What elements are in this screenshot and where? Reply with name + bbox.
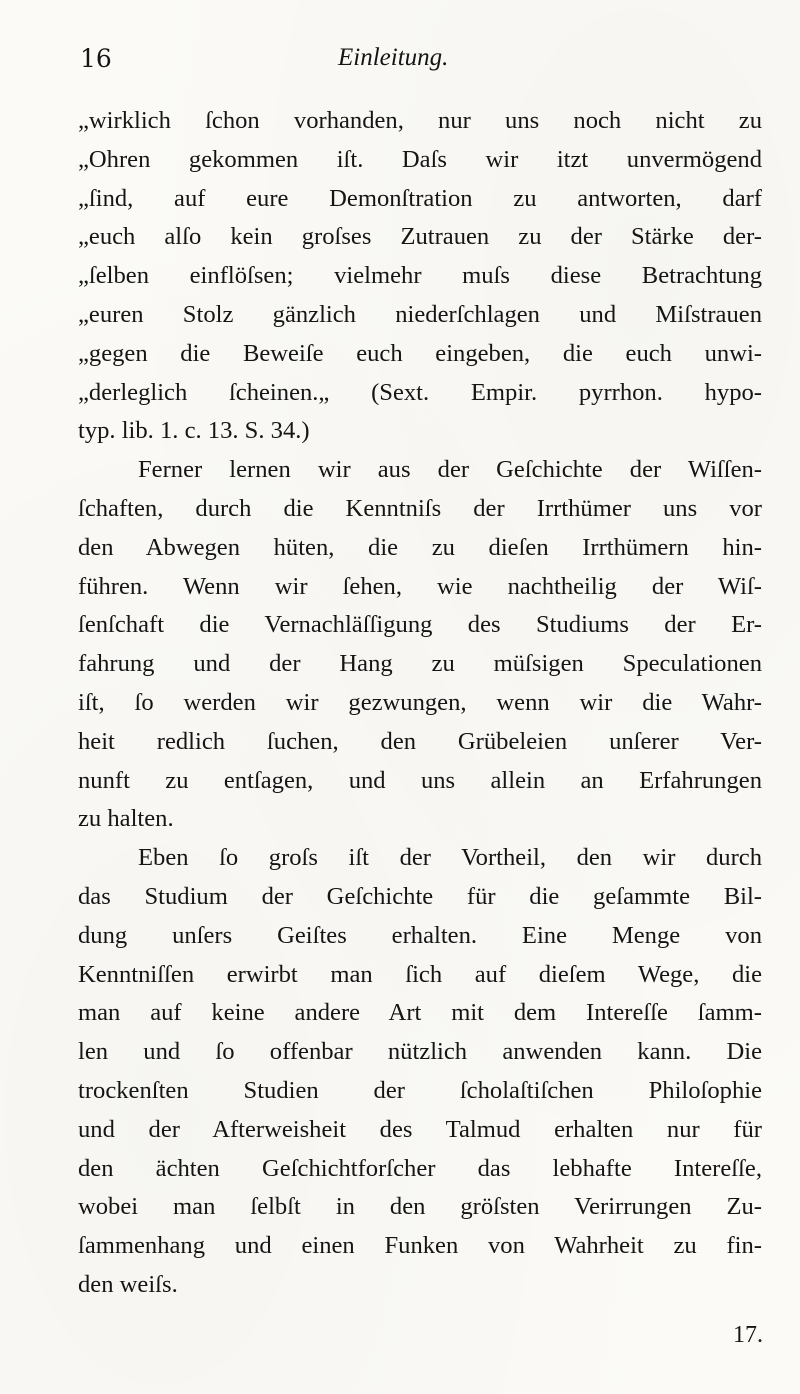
text-line: heit redlich ſuchen, den Grübeleien unſerer Ver- [78,727,762,755]
text-line: ſchaften, durch die Kenntniſs der Irrthümer uns vor [78,494,762,522]
text-line: „Ohren gekommen iſt. Daſs wir itzt unvermögend [78,145,762,173]
text-line: ſenſchaft die Vernachläſſigung des Studiums der Er- [78,611,762,639]
text-line: len und ſo offenbar nützlich anwenden kann. Die [78,1038,762,1066]
text-line: „ſind, auf eure Demonſtration zu antworten, darf [78,184,762,212]
text-line: den Abwegen hüten, die zu dieſen Irrthümern hin- [78,533,762,561]
text-line: nunft zu entſagen, und uns allein an Erfahrungen [78,766,762,794]
text-line: „gegen die Beweiſe euch eingeben, die euch unwi- [78,339,762,367]
text-line: dung unſers Geiſtes erhalten. Eine Menge von [78,921,762,949]
text-line: man auf keine andere Art mit dem Intereſſe ſamm- [78,999,762,1027]
text-line: iſt, ſo werden wir gezwungen, wenn wir die Wahr- [78,688,762,716]
text-line: wobei man ſelbſt in den gröſsten Verirrungen Zu- [78,1193,762,1221]
signature-mark: 17. [733,1322,763,1348]
text-line: fahrung und der Hang zu müſsigen Speculationen [78,650,762,678]
running-title: Einleitung. [338,44,449,71]
text-line: den ächten Geſchichtforſcher das lebhafte Intereſſe, [78,1154,762,1182]
page-number: 16 [80,44,112,73]
text-line: den weiſs. [78,1270,178,1298]
text-line: „euren Stolz gänzlich niederſchlagen und Miſstrauen [78,300,762,328]
body-text [78,102,762,1305]
text-line: „euch alſo kein groſses Zutrauen zu der Stärke der- [78,223,762,251]
running-head [80,44,760,78]
text-line: Eben ſo groſs iſt der Vortheil, den wir durch [138,844,762,872]
text-line: das Studium der Geſchichte für die geſammte Bil- [78,882,762,910]
text-line: zu halten. [78,805,174,833]
text-line: trockenſten Studien der ſcholaſtiſchen Philoſophie [78,1076,762,1104]
text-line: Ferner lernen wir aus der Geſchichte der Wiſſen- [138,456,762,484]
text-line: ſammenhang und einen Funken von Wahrheit zu fin- [78,1232,762,1260]
text-line: „wirklich ſchon vorhanden, nur uns noch nicht zu [78,107,762,134]
text-line: „derleglich ſcheinen.„ (Sext. Empir. pyrrhon. hypo- [78,378,762,406]
paragraph [78,839,762,1305]
text-line: typ. lib. 1. c. 13. S. 34.) [78,417,310,445]
text-line: „ſelben einflöſsen; vielmehr muſs diese Betrachtung [78,262,762,290]
text-line: führen. Wenn wir ſehen, wie nachtheilig der Wiſ- [78,572,762,600]
text-line: und der Afterweisheit des Talmud erhalten nur für [78,1115,762,1143]
text-line: Kenntniſſen erwirbt man ſich auf dieſem Wege, die [78,960,762,988]
paragraph [78,451,762,839]
paragraph-quote [78,102,762,451]
